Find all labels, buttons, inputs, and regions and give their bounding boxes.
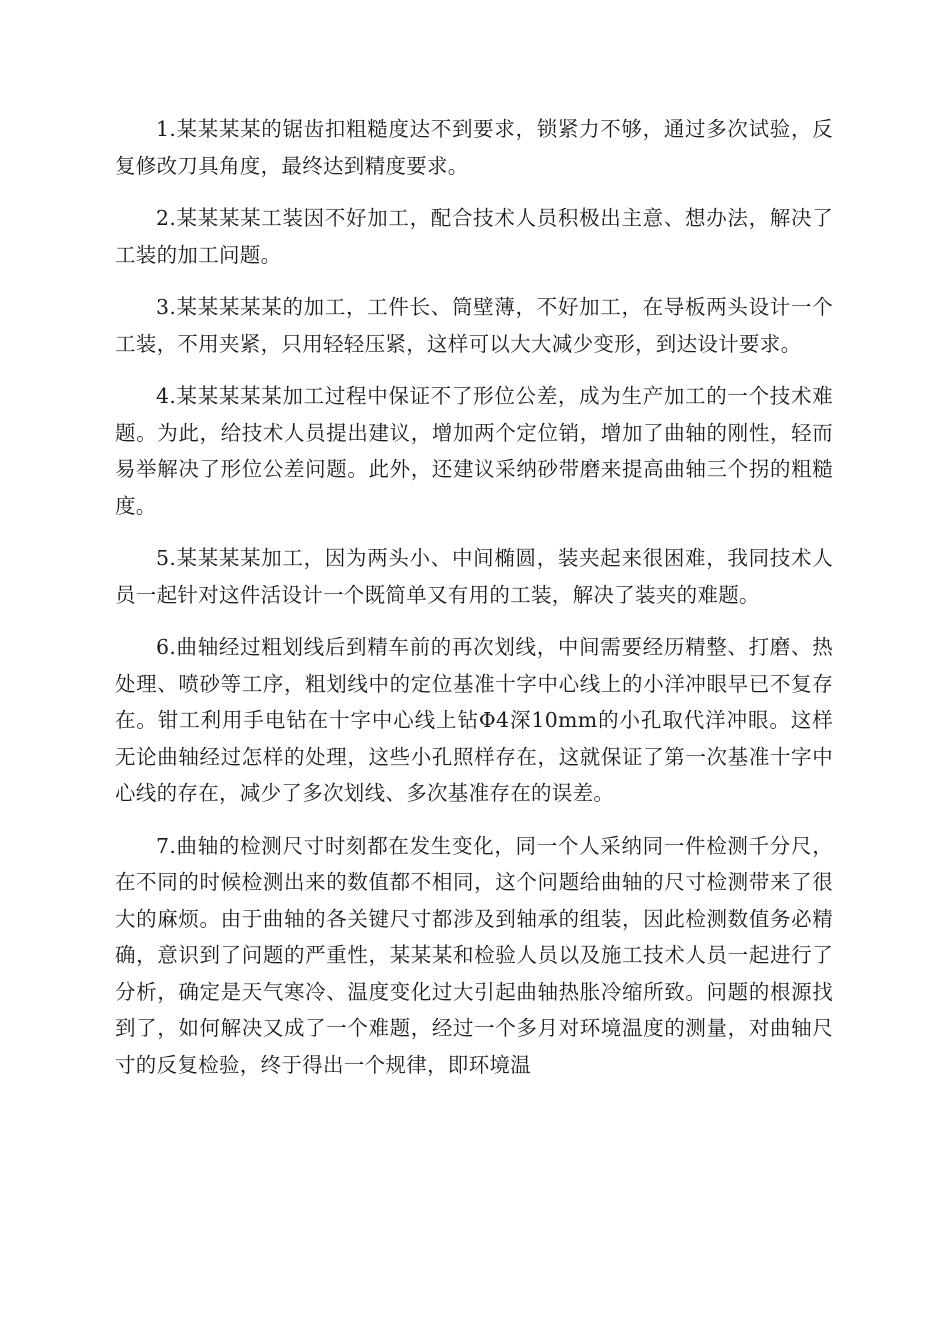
paragraph-1: 1.某某某某的锯齿扣粗糙度达不到要求，锁紧力不够，通过多次试验，反复修改刀具角度，最终达到精度要求。 [115, 117, 833, 178]
document-body [115, 111, 833, 1099]
paragraph-2: 2.某某某某工装因不好加工，配合技术人员积极出主意、想办法，解决了工装的加工问题。 [115, 206, 833, 267]
paragraph-5: 5.某某某某加工，因为两头小、中间椭圆，装夹起来很困难，我同技术人员一起针对这件活设计一个既简单又有用的工装，解决了装夹的难题。 [115, 546, 833, 607]
paragraph-6: 6.曲轴经过粗划线后到精车前的再次划线，中间需要经历精整、打磨、热处理、喷砂等工序，粗划线中的定位基准十字中心线上的小洋冲眼早已不复存在。钳工利用手电钻在十字中心线上钻Φ4深10mm的小孔取代洋冲眼。这样无论曲轴经过怎样的处理，这些小孔照样存在，这就保证了第一次基准十字中心线的存在，减少了多次划线、多次基准存在的误差。 [115, 635, 833, 805]
paragraph-7: 7.曲轴的检测尺寸时刻都在发生变化，同一个人采纳同一件检测千分尺，在不同的时候检测出来的数值都不相同，这个问题给曲轴的尺寸检测带来了很大的麻烦。由于曲轴的各关键尺寸都涉及到轴承的组装，因此检测数值务必精确，意识到了问题的严重性，某某某和检验人员以及施工技术人员一起进行了分析，确定是天气寒冷、温度变化过大引起曲轴热胀冷缩所致。问题的根源找到了，如何解决又成了一个难题，经过一个多月对环境温度的测量，对曲轴尺寸的反复检验，终于得出一个规律，即环境温 [115, 833, 833, 1077]
paragraph-3: 3.某某某某某的加工，工件长、筒壁薄，不好加工，在导板两头设计一个工装，不用夹紧，只用轻轻压紧，这样可以大大减少变形，到达设计要求。 [115, 295, 833, 356]
paragraph-4: 4.某某某某某加工过程中保证不了形位公差，成为生产加工的一个技术难题。为此，给技术人员提出建议，增加两个定位销，增加了曲轴的刚性，轻而易举解决了形位公差问题。此外，还建议采纳砂带磨来提高曲轴三个拐的粗糙度。 [115, 384, 833, 518]
